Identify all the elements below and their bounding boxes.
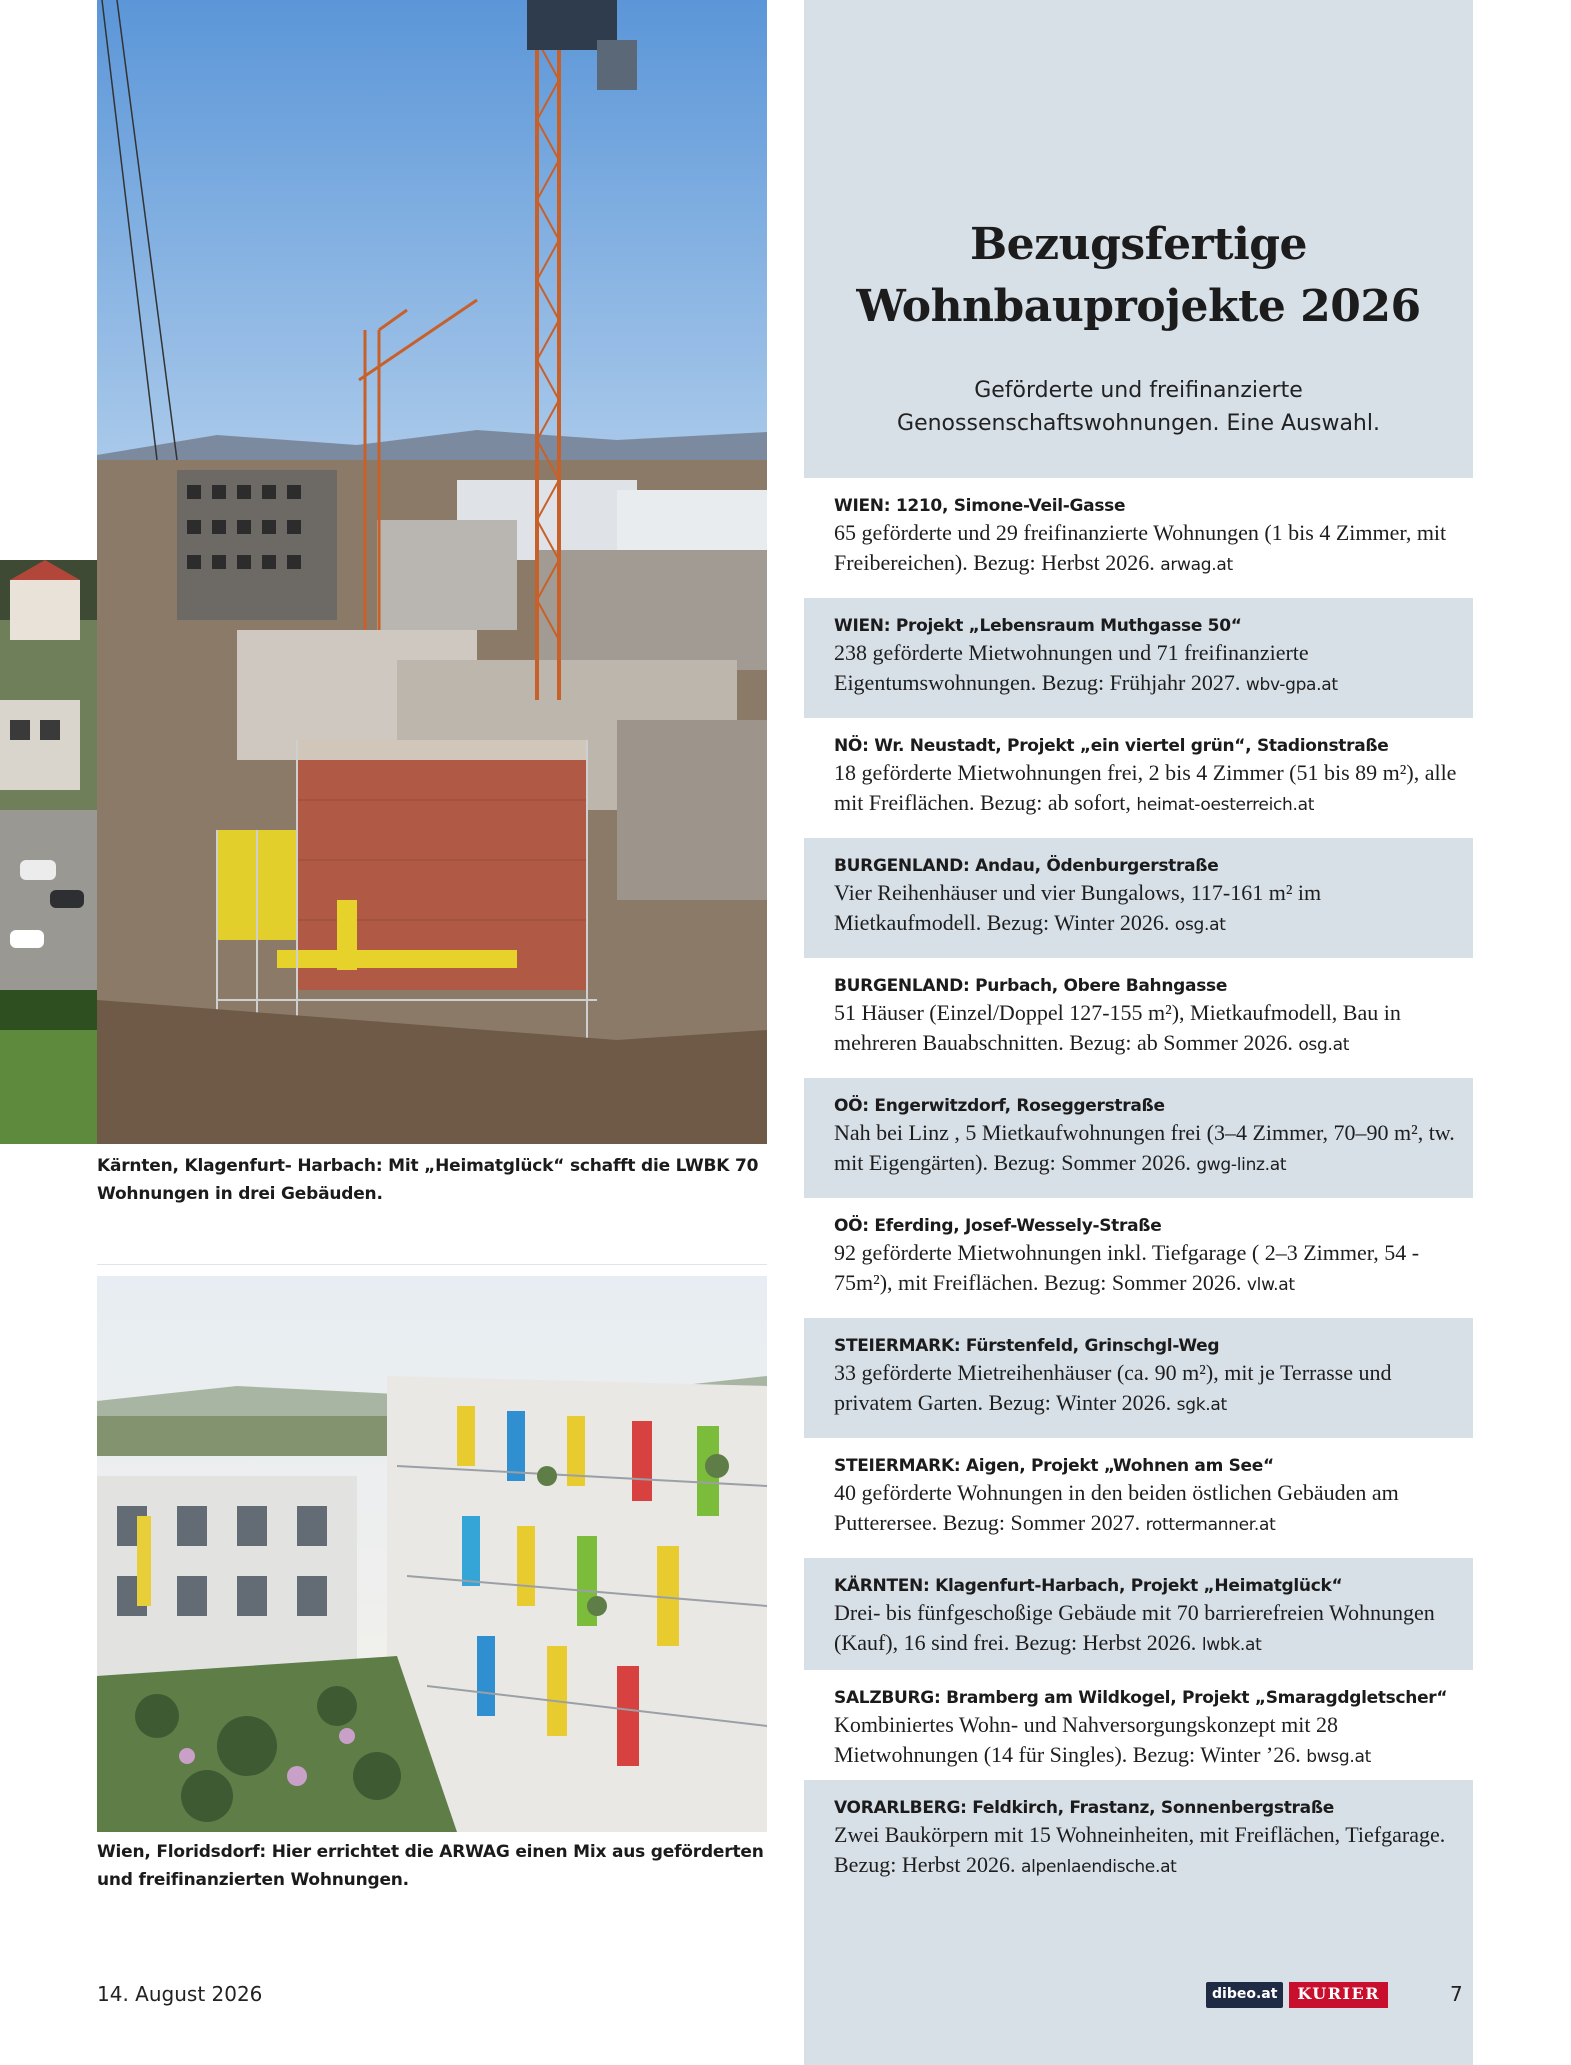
project-entry-url[interactable]: osg.at [1174, 915, 1226, 935]
project-entry-url[interactable]: alpenlaendische.at [1020, 1857, 1177, 1877]
project-entry-heading: STEIERMARK: Fürstenfeld, Grinschgl-Weg [834, 1336, 1220, 1356]
project-entry-heading: BURGENLAND: Andau, Ödenburgerstraße [834, 856, 1219, 876]
page-subtitle [804, 374, 1473, 440]
project-entry-heading: NÖ: Wr. Neustadt, Projekt „ein viertel grün“, Stadionstraße [834, 736, 1389, 756]
project-entry-text: 40 geförderte Wohnungen in den beiden östlichen Gebäuden am Putterersee. Bezug: Sommer 2027. rottermanner.at [834, 1480, 1399, 1535]
page-number: 7 [1450, 1982, 1463, 2006]
project-entry-heading: VORARLBERG: Feldkirch, Frastanz, Sonnenbergstraße [834, 1798, 1334, 1818]
project-entry [804, 838, 1473, 958]
project-entry-heading: KÄRNTEN: Klagenfurt-Harbach, Projekt „Heimatglück“ [834, 1576, 1343, 1596]
side-photo-strip [0, 560, 97, 1144]
project-list-sidebar [804, 0, 1473, 2065]
project-entry-url[interactable]: sgk.at [1176, 1395, 1227, 1415]
subtitle-line-2: Genossenschaftswohnungen. Eine Auswahl. [897, 411, 1380, 436]
photo-caption-top: Kärnten, Klagenfurt- Harbach: Mit „Heimatglück“ schafft die LWBK 70 Wohnungen in drei Gebäuden. [97, 1156, 759, 1204]
project-entry-text: 33 geförderte Mietreihenhäuser (ca. 90 m²), mit je Terrasse und privatem Garten. Bezug: Winter 2026. sgk.at [834, 1360, 1392, 1415]
project-entry [804, 478, 1473, 598]
project-entry-url[interactable]: arwag.at [1160, 555, 1233, 575]
title-line-2: Wohnbauprojekte 2026 [856, 281, 1421, 332]
project-entry [804, 718, 1473, 838]
project-entry-url[interactable]: wbv-gpa.at [1245, 675, 1338, 695]
project-entry-text: 92 geförderte Mietwohnungen inkl. Tiefgarage ( 2–3 Zimmer, 54 - 75m²), mit Freiflächen. Bezug: Sommer 2026. vlw.at [834, 1240, 1420, 1295]
project-entry-url[interactable]: lwbk.at [1201, 1635, 1262, 1655]
photo-caption-bottom: Wien, Floridsdorf: Hier errichtet die ARWAG einen Mix aus geförderten und freifinanzierten Wohnungen. [97, 1842, 764, 1890]
project-entry-text: 65 geförderte und 29 freifinanzierte Wohnungen (1 bis 4 Zimmer, mit Freibereichen). Bezug: Herbst 2026. arwag.at [834, 520, 1447, 575]
project-entry-text: 51 Häuser (Einzel/Doppel 127-155 m²), Mietkaufmodell, Bau in mehreren Bauabschnitten. Bezug: ab Sommer 2026. osg.at [834, 1000, 1401, 1055]
project-entry-heading: BURGENLAND: Purbach, Obere Bahngasse [834, 976, 1228, 996]
project-entry-url[interactable]: vlw.at [1246, 1275, 1295, 1295]
project-entry-url[interactable]: heimat-oesterreich.at [1136, 795, 1315, 815]
project-entry-text: 18 geförderte Mietwohnungen frei, 2 bis 4 Zimmer (51 bis 89 m²), alle mit Freiflächen. Bezug: ab sofort, heimat-oesterreich.at [834, 760, 1457, 815]
project-entry [804, 1780, 1473, 2065]
project-entry-url[interactable]: gwg-linz.at [1196, 1155, 1287, 1175]
page-title [804, 214, 1473, 338]
project-entry-heading: OÖ: Engerwitzdorf, Roseggerstraße [834, 1096, 1165, 1116]
sidebar-header [804, 0, 1473, 478]
project-entry-heading: OÖ: Eferding, Josef-Wessely-Straße [834, 1216, 1162, 1236]
construction-site-photo [97, 0, 767, 1144]
publisher-logos [1206, 1982, 1388, 2008]
project-entry-heading: SALZBURG: Bramberg am Wildkogel, Projekt „Smaragdgletscher“ [834, 1688, 1448, 1708]
project-entry [804, 1318, 1473, 1438]
dibeo-logo: dibeo.at [1206, 1982, 1283, 2008]
project-entry-url[interactable]: rottermanner.at [1145, 1515, 1276, 1535]
project-entry-url[interactable]: bwsg.at [1306, 1747, 1371, 1767]
project-entry-text: Kombiniertes Wohn- und Nahversorgungskonzept mit 28 Mietwohnungen (14 für Singles). Bezug: Winter ’26. bwsg.at [834, 1712, 1371, 1767]
project-entry-url[interactable]: osg.at [1298, 1035, 1350, 1055]
project-entry [804, 1198, 1473, 1318]
project-entry [804, 1438, 1473, 1558]
project-entry [804, 1558, 1473, 1670]
project-entry-heading: STEIERMARK: Aigen, Projekt „Wohnen am See“ [834, 1456, 1274, 1476]
project-entry-text: Nah bei Linz , 5 Mietkaufwohnungen frei (3–4 Zimmer, 70–90 m², tw. mit Eigengärten). Bezug: Sommer 2026. gwg-linz.at [834, 1120, 1455, 1175]
project-entry-text: Drei- bis fünfgeschoßige Gebäude mit 70 barrierefreien Wohnungen (Kauf), 16 sind frei. Bezug: Herbst 2026. lwbk.at [834, 1600, 1435, 1655]
residential-rendering-photo [97, 1276, 767, 1832]
issue-date: 14. August 2026 [97, 1982, 263, 2006]
project-entry-heading: WIEN: 1210, Simone-Veil-Gasse [834, 496, 1126, 516]
title-line-1: Bezugsfertige [969, 219, 1308, 270]
project-entry-text: Vier Reihenhäuser und vier Bungalows, 117-161 m² im Mietkaufmodell. Bezug: Winter 2026. osg.at [834, 880, 1322, 935]
subtitle-line-1: Geförderte und freifinanzierte [974, 378, 1303, 403]
project-entry [804, 958, 1473, 1078]
project-entry-text: 238 geförderte Mietwohnungen und 71 freifinanzierte Eigentumswohnungen. Bezug: Frühjahr 2027. wbv-gpa.at [834, 640, 1338, 695]
project-entry-text: Zwei Baukörpern mit 15 Wohneinheiten, mit Freiflächen, Tiefgarage. Bezug: Herbst 2026. alpenlaendische.at [834, 1822, 1446, 1877]
project-entry-heading: WIEN: Projekt „Lebensraum Muthgasse 50“ [834, 616, 1242, 636]
caption-divider [97, 1264, 767, 1265]
project-entry [804, 1670, 1473, 1780]
project-entry [804, 1078, 1473, 1198]
project-entry [804, 598, 1473, 718]
kurier-logo: KURIER [1289, 1982, 1388, 2008]
